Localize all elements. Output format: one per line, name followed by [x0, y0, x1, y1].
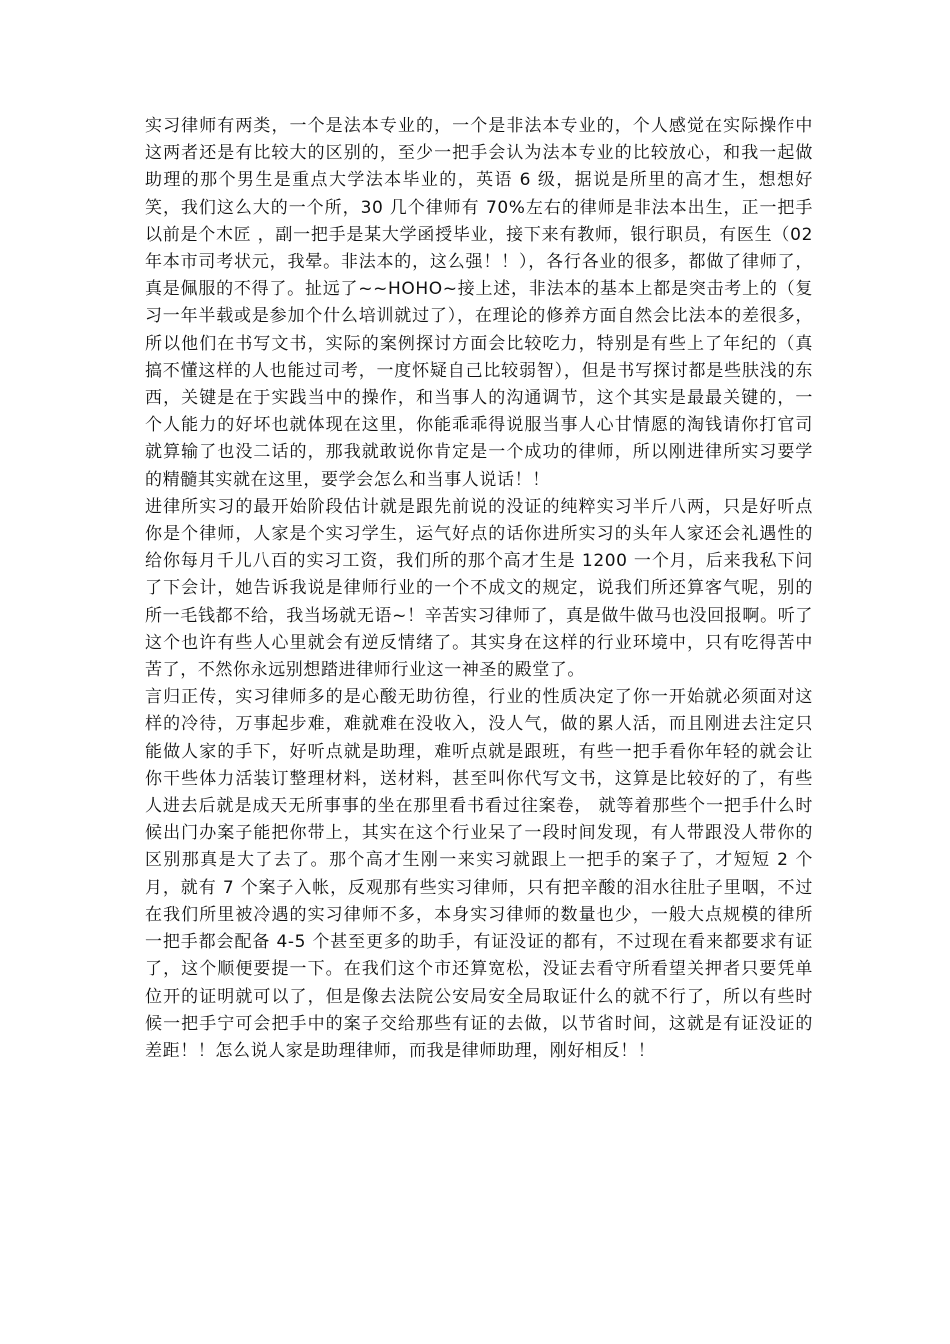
paragraph-2: 进律所实习的最开始阶段估计就是跟先前说的没证的纯粹实习半斤八两，只是好听点你是个律师，人家是个实习学生，运气好点的话你进所实习的头年人家还会礼遇性的给你每月千儿八百的实习工资，我们所的那个高才生是 1200 一个月，后来我私下问了下会计，她告诉我说是律师行业的一个不成文的规定，说我们所还算客气呢，别的所一毛钱都不给，我当场就无语~！辛苦实习律师了，真是做牛做马也没回报啊。听了这个也许有些人心里就会有逆反情绪了。其实身在这样的行业环境中，只有吃得苦中苦了，不然你永远别想踏进律师行业这一神圣的殿堂了。 [145, 496, 813, 681]
document-body [145, 113, 813, 1065]
paragraph-1: 实习律师有两类，一个是法本专业的，一个是非法本专业的，个人感觉在实际操作中这两者还是有比较大的区别的，至少一把手会认为法本专业的比较放心，和我一起做助理的那个男生是重点大学法本毕业的，英语 6 级，据说是所里的高才生，想想好笑，我们这么大的一个所，30 几个律师有 70%左右的律师是非法本出生，正一把手以前是个木匠 ，副一把手是某大学函授毕业，接下来有教师，银行职员，有医生（02 年本市司考状元，我晕。非法本的，这么强！！），各行各业的很多，都做了律师了，真是佩服的不得了。扯远了~~HOHO~接上述，非法本的基本上都是突击考上的（复习一年半载或是参加个什么培训就过了），在理论的修养方面自然会比法本的差很多，所以他们在书写文书，实际的案例探讨方面会比较吃力，特别是有些上了年纪的（真搞不懂这样的人也能过司考，一度怀疑自己比较弱智），但是书写探讨都是些肤浅的东西，关键是在于实践当中的操作，和当事人的沟通调节，这个其实是最最关键的，一个人能力的好坏也就体现在这里，你能乖乖得说服当事人心甘情愿的淘钱请你打官司就算输了也没二话的，那我就敢说你肯定是一个成功的律师，所以刚进律所实习要学的精髓其实就在这里，要学会怎么和当事人说话！！ [145, 116, 813, 490]
paragraph-3: 言归正传，实习律师多的是心酸无助彷徨，行业的性质决定了你一开始就必须面对这样的冷待，万事起步难，难就难在没收入，没人气，做的累人活，而且刚进去注定只能做人家的手下，好听点就是助理，难听点就是跟班，有些一把手看你年轻的就会让你干些体力活装订整理材料，送材料，甚至叫你代写文书，这算是比较好的了，有些人进去后就是成天无所事事的坐在那里看书看过往案卷， 就等着那些个一把手什么时候出门办案子能把你带上，其实在这个行业呆了一段时间发现，有人带跟没人带你的区别那真是大了去了。那个高才生刚一来实习就跟上一把手的案子了，才短短 2 个月，就有 7 个案子入帐，反观那有些实习律师，只有把辛酸的泪水往肚子里咽，不过在我们所里被冷遇的实习律师不多，本身实习律师的数量也少，一般大点规模的律所一把手都会配备 4-5 个甚至更多的助手，有证没证的都有，不过现在看来都要求有证了，这个顺便要提一下。在我们这个市还算宽松，没证去看守所看望关押者只要凭单位开的证明就可以了，但是像去法院公安局安全局取证什么的就不行了，所以有些时候一把手宁可会把手中的案子交给那些有证的去做，以节省时间，这就是有证没证的差距！！怎么说人家是助理律师，而我是律师助理，刚好相反！！ [145, 687, 813, 1061]
